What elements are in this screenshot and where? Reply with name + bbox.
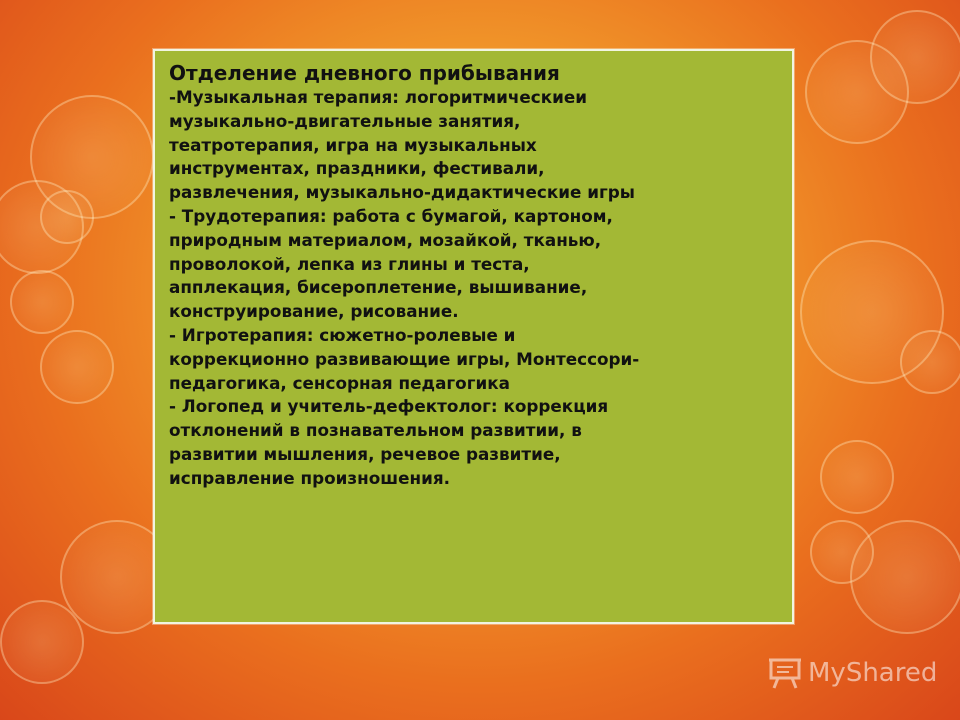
body-line: коррекционно развивающие игры, Монтессори- <box>169 348 640 369</box>
body-line: исправление произношения. <box>169 467 450 488</box>
body-line: -Музыкальная терапия: логоритмическиеи <box>169 87 588 107</box>
body-line: педагогика, сенсорная педагогика <box>169 372 510 393</box>
body-line: - Игротерапия: сюжетно-ролевые и <box>169 324 516 345</box>
body-line: развлечения, музыкально-дидактические игры <box>169 182 635 203</box>
body-line: природным материалом, мозайкой, тканью, <box>169 229 602 250</box>
body-line: конструирование, рисование. <box>169 301 459 322</box>
presentation-board-icon <box>768 657 802 689</box>
body-line: музыкально-двигательные занятия, <box>169 110 521 131</box>
body-line: театротерапия, игра на музыкальных <box>169 134 537 155</box>
slide-body <box>169 86 782 491</box>
body-line: развитии мышления, речевое развитие, <box>169 443 561 464</box>
slide-title: Отделение дневного прибывания <box>169 61 560 85</box>
content-panel <box>153 49 794 624</box>
body-line: отклонений в познавательном развитии, в <box>169 420 582 441</box>
body-line: - Логопед и учитель-дефектолог: коррекция <box>169 396 609 417</box>
myshared-watermark <box>768 656 937 690</box>
body-line: - Трудотерапия: работа с бумагой, картоном, <box>169 205 613 226</box>
body-line: инструментах, праздники, фестивали, <box>169 158 545 179</box>
body-line: проволокой, лепка из глины и теста, <box>169 253 530 274</box>
watermark-text: MyShared <box>808 658 938 688</box>
body-line: апплекация, бисероплетение, вышивание, <box>169 277 588 298</box>
